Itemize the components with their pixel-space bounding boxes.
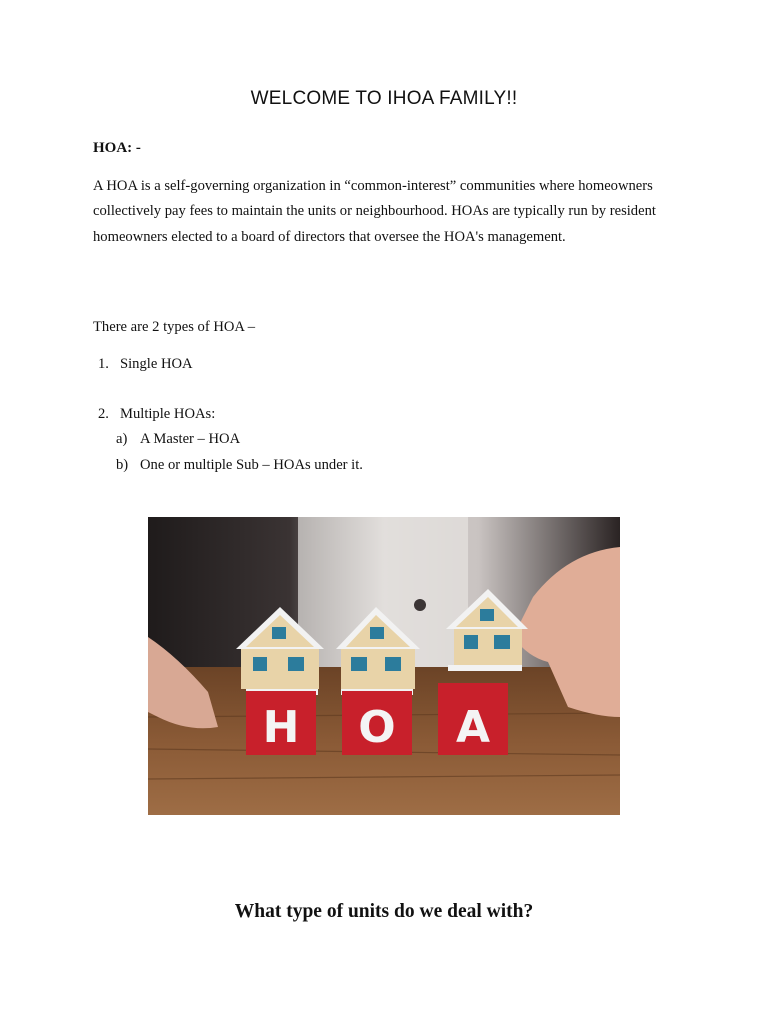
list-item-multiple bbox=[98, 406, 215, 423]
sublist-item-master bbox=[116, 431, 240, 448]
list-marker: 1. bbox=[98, 356, 109, 372]
hoa-heading: HOA: - bbox=[93, 140, 141, 156]
hoa-blocks bbox=[246, 683, 508, 755]
sublist-text: One or multiple Sub – HOAs under it. bbox=[140, 457, 363, 473]
sublist-marker: a) bbox=[116, 431, 128, 447]
types-intro: There are 2 types of HOA – bbox=[93, 319, 256, 335]
list-text: Multiple HOAs: bbox=[120, 406, 216, 422]
list-text: Single HOA bbox=[120, 356, 193, 372]
list-marker: 2. bbox=[98, 406, 109, 422]
list-item-single bbox=[98, 356, 193, 373]
block-letter-a: A bbox=[455, 702, 491, 753]
hoa-description: A HOA is a self-governing organization in “common-interest” communities where homeowners collectively pay fees to maintain the units or neighbourhood. HOAs are typically run by resident homeowners elected to a board of directors that oversee the HOA's management. bbox=[93, 178, 656, 245]
block-letter-h: H bbox=[262, 702, 300, 753]
block-letter-o: O bbox=[358, 702, 396, 753]
sublist-text: A Master – HOA bbox=[140, 431, 241, 447]
sublist-marker: b) bbox=[116, 457, 129, 473]
sublist-item-sub bbox=[116, 457, 363, 474]
units-question-heading: What type of units do we deal with? bbox=[234, 901, 534, 922]
page-title: WELCOME TO IHOA FAMILY!! bbox=[250, 88, 518, 109]
hoa-houses-photo bbox=[148, 517, 620, 815]
